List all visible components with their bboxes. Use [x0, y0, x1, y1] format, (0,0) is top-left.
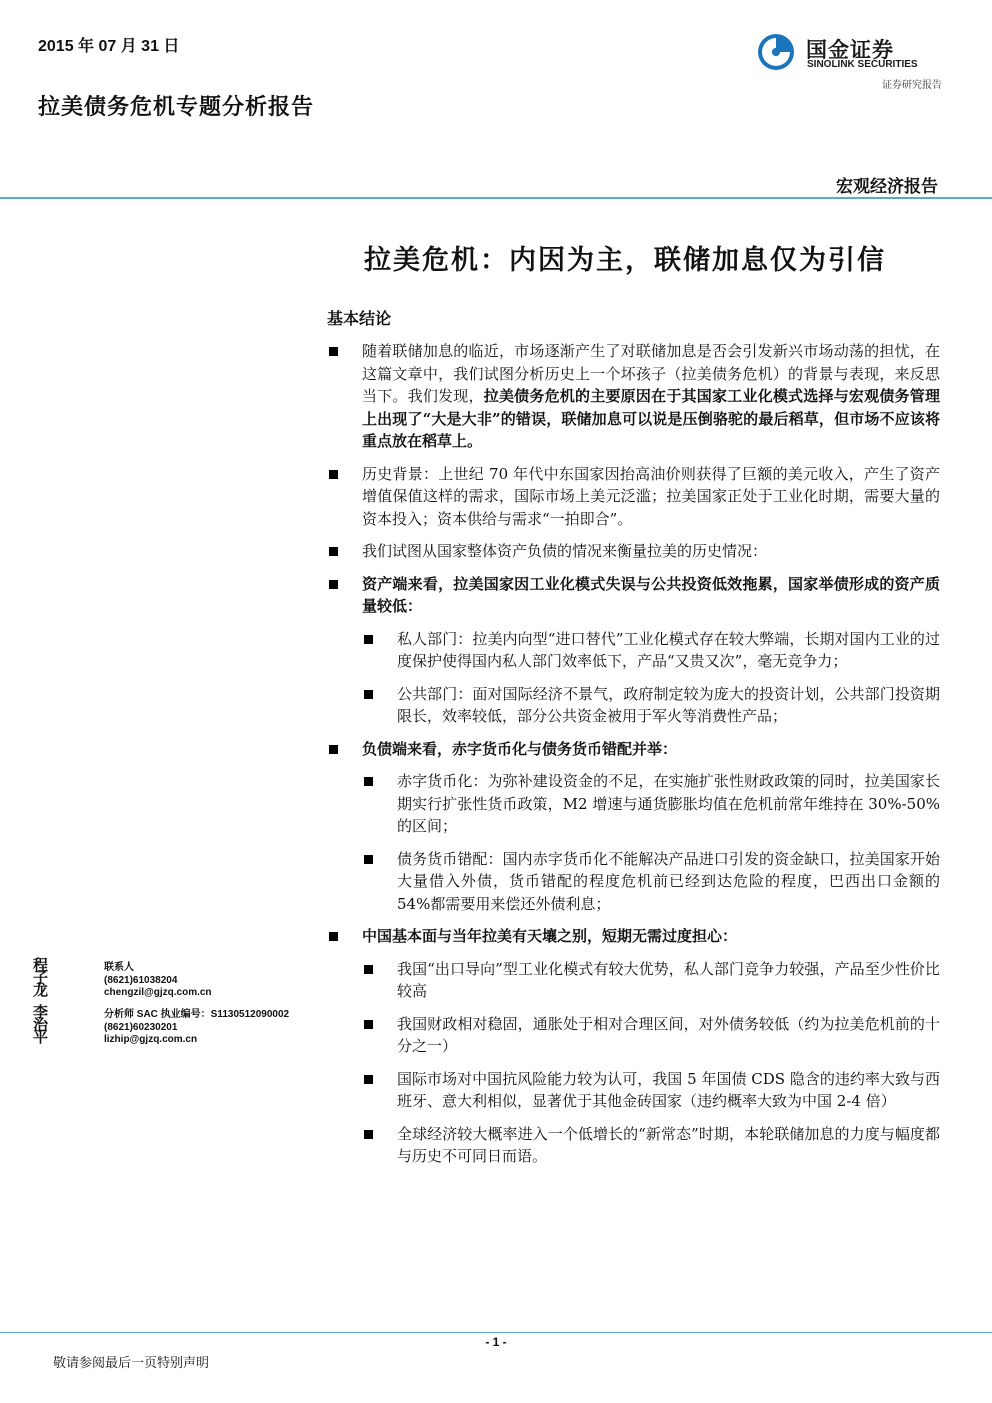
square-bullet-icon [364, 965, 373, 974]
footer-divider [0, 1332, 992, 1333]
bullet-text [362, 925, 940, 948]
square-bullet-icon [364, 635, 373, 644]
text-segment: 私人部门：拉美内向型“进口替代”工业化模式存在较大弊端，长期对国内工业的过度保护使得国内私人部门效率低下，产品“又贵又次”，毫无竞争力； [397, 629, 940, 670]
bullet-text [397, 958, 940, 1003]
sub-bullet-item [326, 1123, 940, 1168]
text-segment: 赤字货币化：为弥补建设资金的不足，在实施扩张性财政政策的同时，拉美国家长期实行扩张性货币政策，M2 增速与通货膨胀均值在危机前常年维持在 30%-50%的区间； [397, 772, 940, 835]
logo-subtitle: 证券研究报告 [882, 80, 942, 91]
square-bullet-icon [329, 745, 338, 754]
square-bullet-icon [364, 690, 373, 699]
header-divider [0, 197, 992, 199]
bullet-text [397, 1068, 940, 1113]
square-bullet-icon [329, 470, 338, 479]
square-bullet-icon [364, 1075, 373, 1084]
headline: 拉美危机：内因为主，联储加息仅为引信 [364, 245, 886, 276]
text-segment: 债务货币错配：国内赤字货币化不能解决产品进口引发的资金缺口，拉美国家开始大量借入外债，货币错配的程度危机前已经到达危险的程度，巴西出口金额的 54%都需要用来偿还外债利息； [397, 849, 940, 913]
bold-text-segment: 资产端来看，拉美国家因工业化模式失误与公共投资低效拖累，国家举债形成的资产质量较低： [362, 574, 940, 615]
square-bullet-icon [364, 855, 373, 864]
square-bullet-icon [329, 580, 338, 589]
report-date: 2015 年 07 月 31 日 [38, 38, 180, 55]
bold-text-segment: 中国基本面与当年拉美有天壤之别，短期无需过度担心： [362, 927, 738, 945]
logo-cn-text: 国金证券 [806, 38, 894, 62]
bold-text-segment: 负债端来看，赤字货币化与债务货币错配并举： [362, 739, 678, 758]
sub-bullet-item [326, 958, 940, 1003]
analyst-email[interactable]: lizhip@gjzq.com.cn [104, 1034, 198, 1045]
text-segment: 国际市场对中国抗风险能力较为认可，我国 5 年国债 CDS 隐含的违约率大致与西班牙、意大利相似，显著优于其他金砖国家（违约概率大致为中国 2-4 倍） [397, 1069, 940, 1110]
report-category: 宏观经济报告 [836, 177, 938, 197]
bullet-text [362, 573, 940, 618]
bullet-text [397, 628, 940, 673]
text-segment: 随着联储加息的临近，市场逐渐产生了对联储加息是否会引发新兴市场动荡的担忧，在这篇文章中，我们试图分析历史上一个坏孩子（拉美债务危机）的背景与表现，来反思当下。我们发现， [362, 342, 940, 405]
bullet-text [362, 540, 940, 563]
text-segment: 全球经济较大概率进入一个低增长的“新常态”时期，本轮联储加息的力度与幅度都与历史不可同日而语。 [397, 1124, 940, 1165]
analyst-email[interactable]: chengzil@gjzq.com.cn [104, 987, 212, 998]
analyst-phone: (8621)60230201 [104, 1021, 178, 1033]
conclusion-list [326, 340, 940, 1178]
report-title: 拉美债务危机专题分析报告 [38, 94, 315, 120]
footer-disclaimer: 敬请参阅最后一页特别声明 [53, 1356, 210, 1371]
analyst-role: 联系人 [104, 962, 134, 973]
sub-bullet-item [326, 628, 940, 673]
logo-en-text: SINOLINK SECURITIES [807, 59, 918, 70]
square-bullet-icon [364, 1020, 373, 1029]
sub-bullet-item [326, 683, 940, 728]
page-number: - 1 - [485, 1335, 507, 1349]
sub-bullet-item [326, 770, 940, 838]
bullet-item [326, 925, 940, 948]
square-bullet-icon [329, 932, 338, 941]
bullet-text [397, 1123, 940, 1168]
text-segment: 公共部门：面对国际经济不景气，政府制定较为庞大的投资计划，公共部门投资期限长，效率较低，部分公共资金被用于军火等消费性产品； [397, 684, 940, 725]
square-bullet-icon [364, 777, 373, 786]
sub-bullet-item [326, 1013, 940, 1058]
analyst-name: 程子龙 [33, 956, 49, 999]
bold-text-segment: 拉美债务危机的主要原因在于其国家工业化模式选择与宏观债务管理上出现了“大是大非”的错误，联储加息可以说是压倒骆驼的最后稻草，但市场不应该将重点放在稻草上。 [362, 387, 940, 450]
sinolink-logo-icon [756, 32, 796, 72]
text-segment: 我国财政相对稳固，通胀处于相对合理区间，对外债务较低（约为拉美危机前的十分之一） [397, 1014, 940, 1055]
square-bullet-icon [329, 547, 338, 556]
bullet-item [326, 463, 940, 531]
bullet-text [362, 340, 940, 453]
bullet-text [397, 683, 940, 728]
bullet-text [397, 1013, 940, 1058]
square-bullet-icon [329, 347, 338, 356]
bullet-text [362, 463, 940, 531]
text-segment: 我国“出口导向”型工业化模式有较大优势，私人部门竞争力较强，产品至少性价比较高 [397, 959, 940, 1000]
bullet-item [326, 573, 940, 618]
bullet-text [397, 770, 940, 838]
square-bullet-icon [364, 1130, 373, 1139]
text-segment: 我们试图从国家整体资产负债的情况来衡量拉美的历史情况： [362, 542, 768, 560]
bullet-item [326, 340, 940, 453]
analyst-phone: (8621)61038204 [104, 974, 178, 986]
analyst-name: 李治平 [33, 1003, 49, 1046]
bullet-text [397, 848, 940, 916]
sub-bullet-item [326, 1068, 940, 1113]
sub-bullet-item [326, 848, 940, 916]
bullet-text [362, 738, 940, 761]
analyst-role: 分析师 SAC 执业编号：S1130512090002 [104, 1009, 290, 1020]
text-segment: 历史背景：上世纪 70 年代中东国家因抬高油价则获得了巨额的美元收入，产生了资产增值保值这样的需求，国际市场上美元泛滥；拉美国家正处于工业化时期，需要大量的资本投入；资本供给与需求“一拍即合”。 [362, 464, 940, 528]
bullet-item [326, 540, 940, 563]
section-title: 基本结论 [327, 309, 392, 328]
bullet-item [326, 738, 940, 761]
company-logo [756, 32, 946, 92]
